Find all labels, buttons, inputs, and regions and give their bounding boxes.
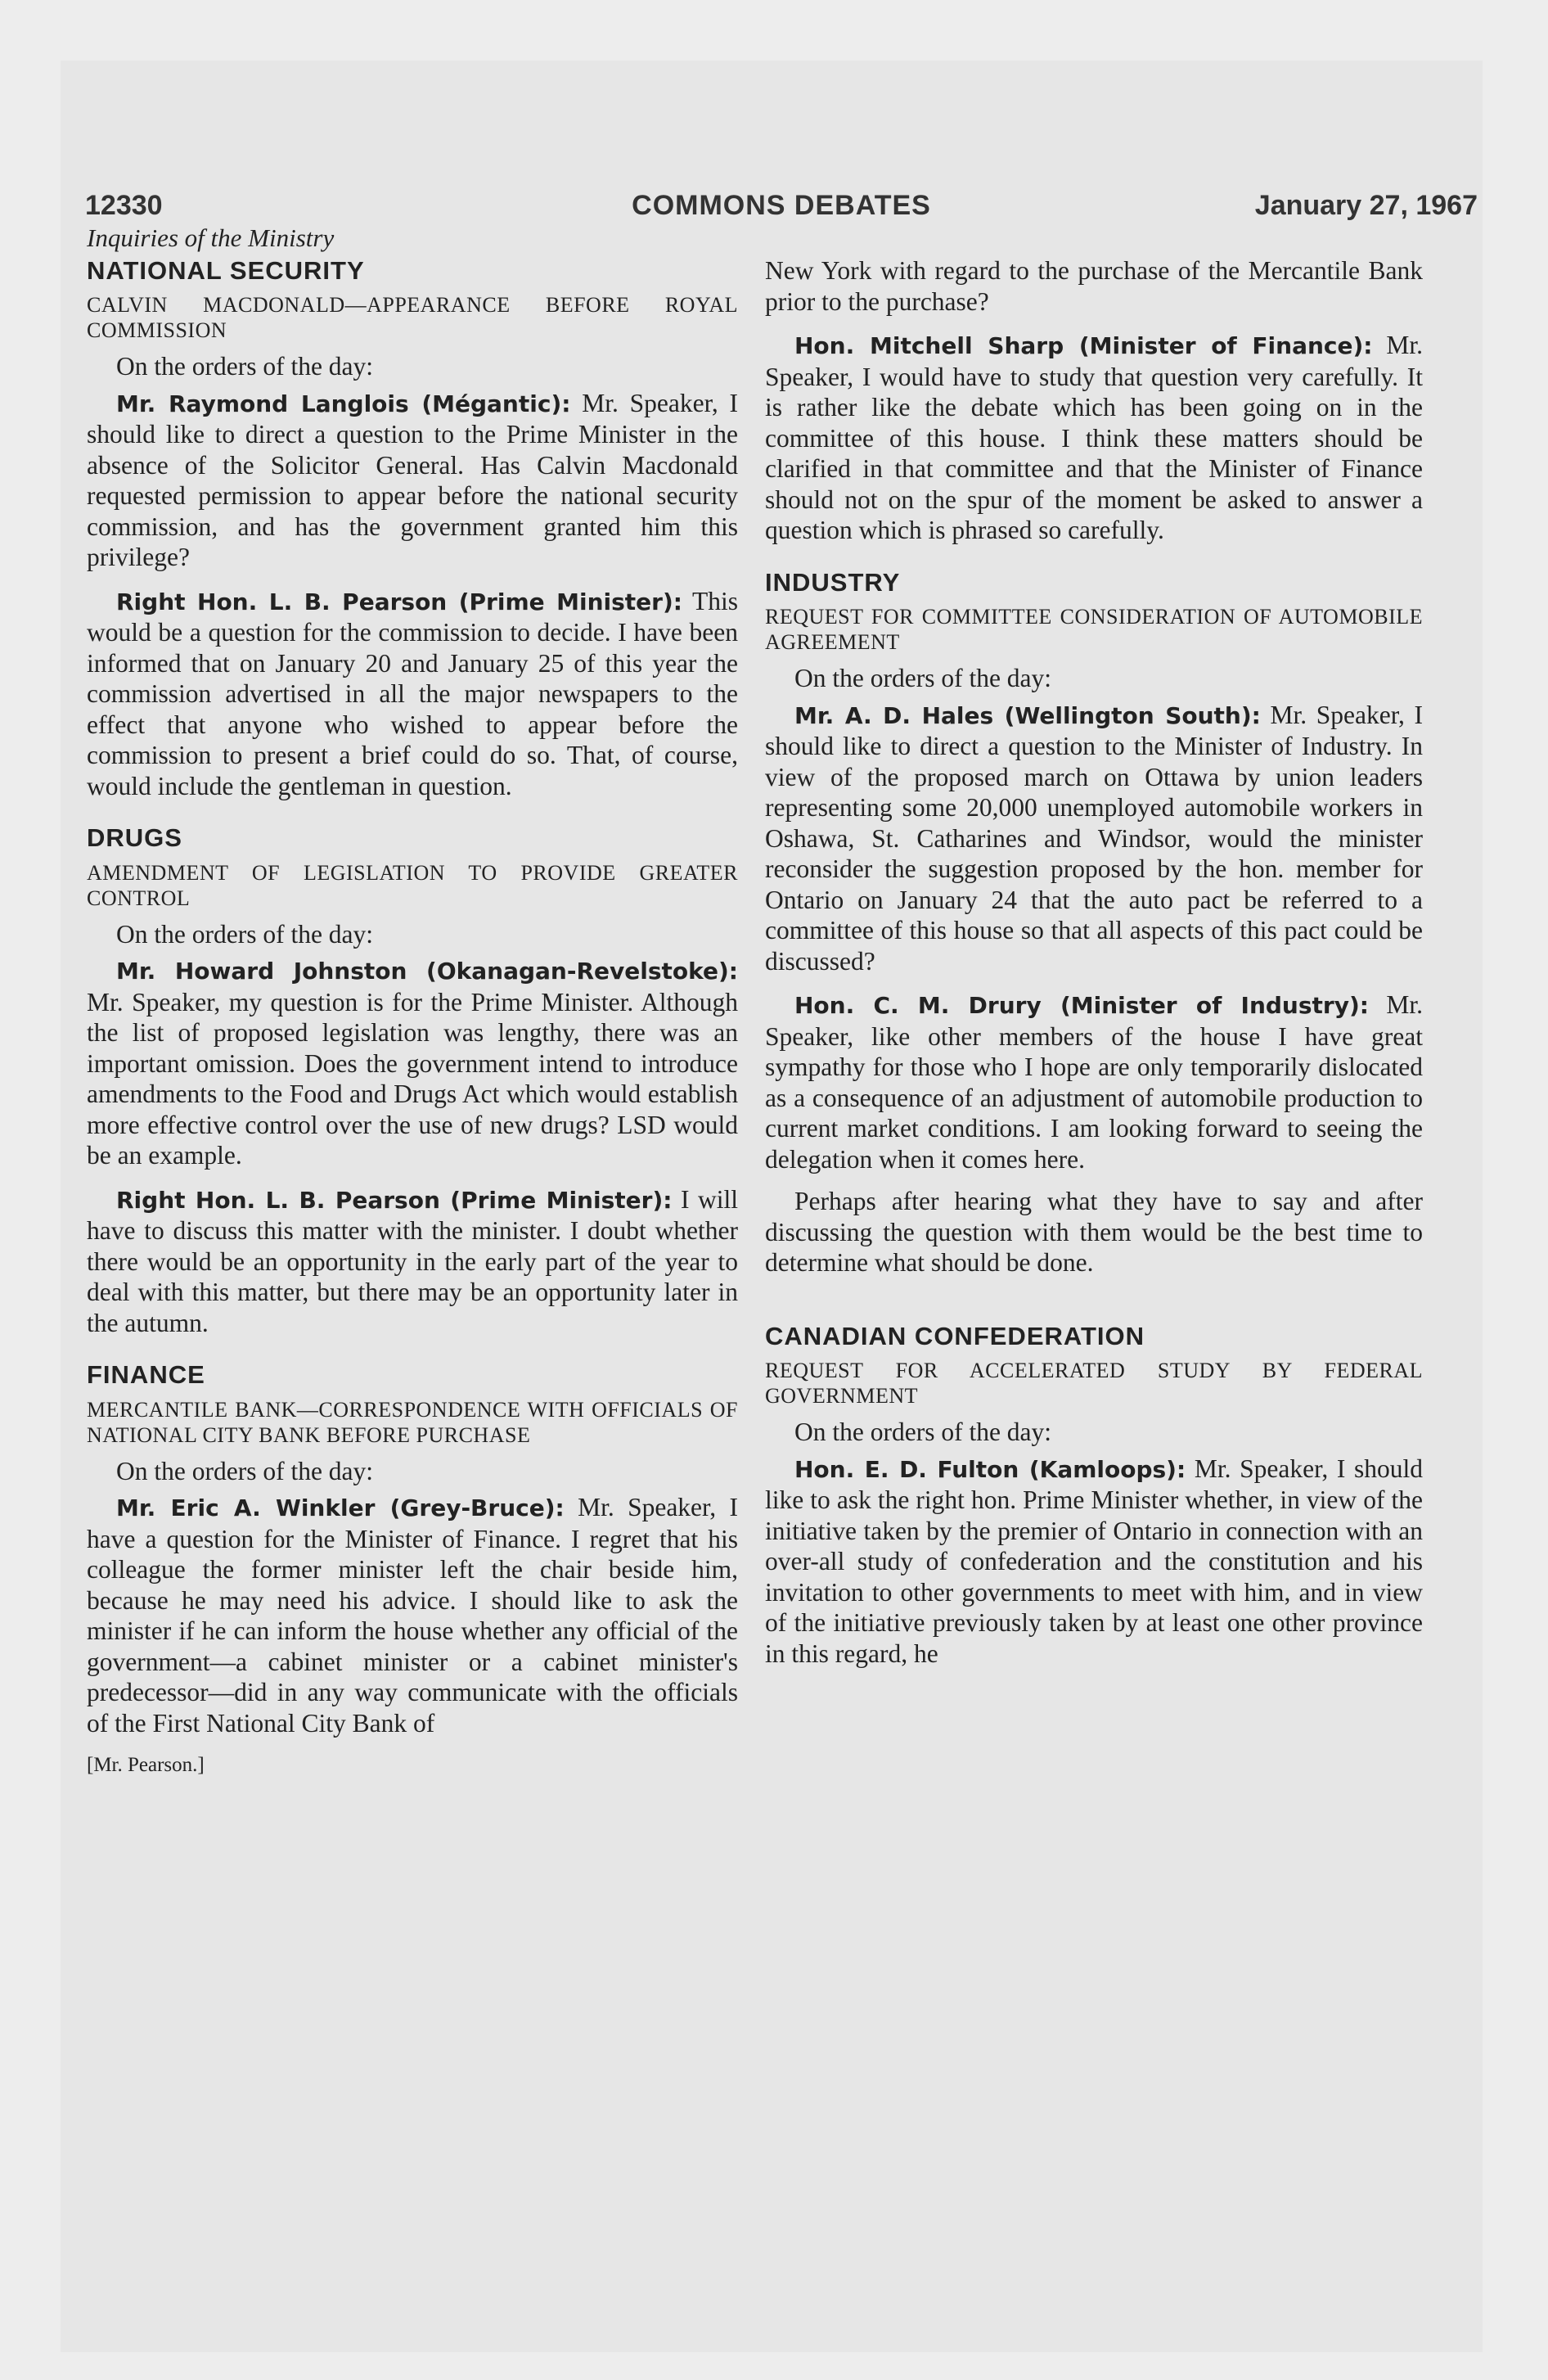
section-heading-finance: FINANCE xyxy=(87,1360,205,1389)
section-heading-canadian-confederation: CANADIAN CONFEDERATION xyxy=(765,1321,1145,1350)
orders-of-the-day: On the orders of the day: xyxy=(794,664,1052,692)
paragraph: Perhaps after hearing what they have to say and after discussing the question with them would be the best time to determine what should be done. xyxy=(765,1187,1423,1277)
paragraph xyxy=(765,700,1423,977)
orders-of-the-day: On the orders of the day: xyxy=(116,352,374,381)
page-number: 12330 xyxy=(85,190,163,221)
orders-of-the-day: On the orders of the day: xyxy=(116,1456,374,1485)
speaker-name: Hon. Mitchell Sharp (Minister of Finance): xyxy=(794,332,1373,359)
speech-text: Mr. Speaker, like other members of the house I have great sympathy for those who I hope are only temporarily dislocated as a consequence of an adjustment of automobile production to current market conditions. I am looking forward to seeing the delegation when it comes here. xyxy=(765,990,1423,1174)
speech-text: Mr. Speaker, I have a question for the Minister of Finance. I regret that his colleague the former minister left the chair beside him, because he may need his advice. I should like to ask the minister if he can inform the house whether any official of the government—a cabinet minister or a cabinet minister's predecessor—did in any way communicate with the officials of the First National City Bank of xyxy=(87,1493,738,1738)
speech-text: I will have to discuss this matter with the minister. I doubt whether there would be an opportunity in the early part of the year to deal with this matter, but there may be an opportunity later in the autumn. xyxy=(87,1184,738,1337)
speaker-name: Right Hon. L. B. Pearson (Prime Minister): xyxy=(116,1186,673,1214)
subheading-accelerated-study: REQUEST FOR ACCELERATED STUDY BY FEDERAL GOVERNMENT xyxy=(765,1359,1423,1408)
publication-title: COMMONS DEBATES xyxy=(632,190,931,221)
section-heading-drugs: DRUGS xyxy=(87,823,182,852)
paragraph xyxy=(765,330,1423,546)
speaker-name: Hon. E. D. Fulton (Kamloops): xyxy=(794,1455,1186,1483)
subheading-drugs-legislation: AMENDMENT OF LEGISLATION TO PROVIDE GREATER CONTROL xyxy=(87,860,738,910)
orders-of-the-day: On the orders of the day: xyxy=(794,1418,1052,1446)
speech-text: Mr. Speaker, my question is for the Prime Minister. Although the list of proposed legislation was lengthy, there was an important omission. Does the government intend to introduce amendments to the Food and Drugs Act which would establish more effective control over the use of new drugs? LSD would be an example. xyxy=(87,987,738,1170)
footer-attribution: [Mr. Pearson.] xyxy=(87,1754,205,1776)
speech-text: Mr. Speaker, I should like to direct a question to the Prime Minister in the absence of the Solicitor General. Has Calvin Macdonald requested permission to appear before the national security commission, and has the government granted him this privilege? xyxy=(87,388,738,571)
speech-text: This would be a question for the commission to decide. I have been informed that on January 20 and January 25 of this year the commission advertised in all the major newspapers to the effect that anyone who wished to appear before the commission to present a brief could do so. That, of course, would include the gentleman in question. xyxy=(87,586,739,800)
subheading-mercantile-bank: MERCANTILE BANK—CORRESPONDENCE WITH OFFICIALS OF NATIONAL CITY BANK BEFORE PURCHASE xyxy=(87,1397,738,1447)
speech-text: Mr. Speaker, I would have to study that question very carefully. It is rather like the debate which has been going on in the committee of this house. I think these matters should be clarified in that committee and that the Minister of Finance should not on the spur of the moment be asked to answer a question which is phrased so carefully. xyxy=(765,331,1424,544)
page-header xyxy=(85,190,1478,226)
paragraph xyxy=(765,989,1423,1174)
section-heading-national-security: NATIONAL SECURITY xyxy=(87,255,365,285)
speaker-name: Mr. Eric A. Winkler (Grey-Bruce): xyxy=(116,1494,565,1521)
paragraph xyxy=(87,955,738,1171)
subheading-calvin-macdonald: CALVIN MACDONALD—APPEARANCE BEFORE ROYAL COMMISSION xyxy=(87,293,738,342)
section-heading-industry: INDUSTRY xyxy=(765,567,901,597)
orders-of-the-day: On the orders of the day: xyxy=(116,919,374,949)
speech-text: Mr. Speaker, I should like to direct a question to the Minister of Industry. In view of the proposed march on Ottawa by union leaders representing some 20,000 unemployed automobile workers in Oshawa, St. Catharines and Windsor, would the minister reconsider the suggestion proposed by the hon. member for Ontario on January 24 that the auto pact be referred to a committee of this house so that all aspects of this pact could be discussed? xyxy=(765,700,1423,976)
subheading-automobile-agreement: REQUEST FOR COMMITTEE CONSIDERATION OF AUTOMOBILE AGREEMENT xyxy=(765,605,1423,654)
page-date: January 27, 1967 xyxy=(1254,190,1478,221)
right-column xyxy=(765,223,1423,1669)
paragraph xyxy=(765,1454,1423,1670)
paragraph xyxy=(87,586,738,802)
paragraph xyxy=(87,388,738,573)
speaker-name: Hon. C. M. Drury (Minister of Industry): xyxy=(794,992,1369,1019)
paragraph xyxy=(87,1184,738,1339)
speaker-name: Mr. Raymond Langlois (Mégantic): xyxy=(116,390,571,417)
speaker-name: Mr. A. D. Hales (Wellington South): xyxy=(794,701,1261,729)
left-column xyxy=(87,223,738,1781)
speech-text: Mr. Speaker, I should like to ask the right hon. Prime Minister whether, in view of the initiative taken by the premier of Ontario in connection with an over-all study of confederation and the constitution and his invitation to other governments to meet with him, and in view of the initiative previously taken by at least one other province in this regard, he xyxy=(765,1454,1424,1668)
continued-text: New York with regard to the purchase of the Mercantile Bank prior to the purchase? xyxy=(765,256,1423,316)
speaker-name: Right Hon. L. B. Pearson (Prime Minister): xyxy=(116,588,682,615)
running-head: Inquiries of the Ministry xyxy=(87,223,335,252)
speaker-name: Mr. Howard Johnston (Okanagan-Revelstoke): xyxy=(116,958,738,985)
paragraph xyxy=(87,1492,738,1738)
